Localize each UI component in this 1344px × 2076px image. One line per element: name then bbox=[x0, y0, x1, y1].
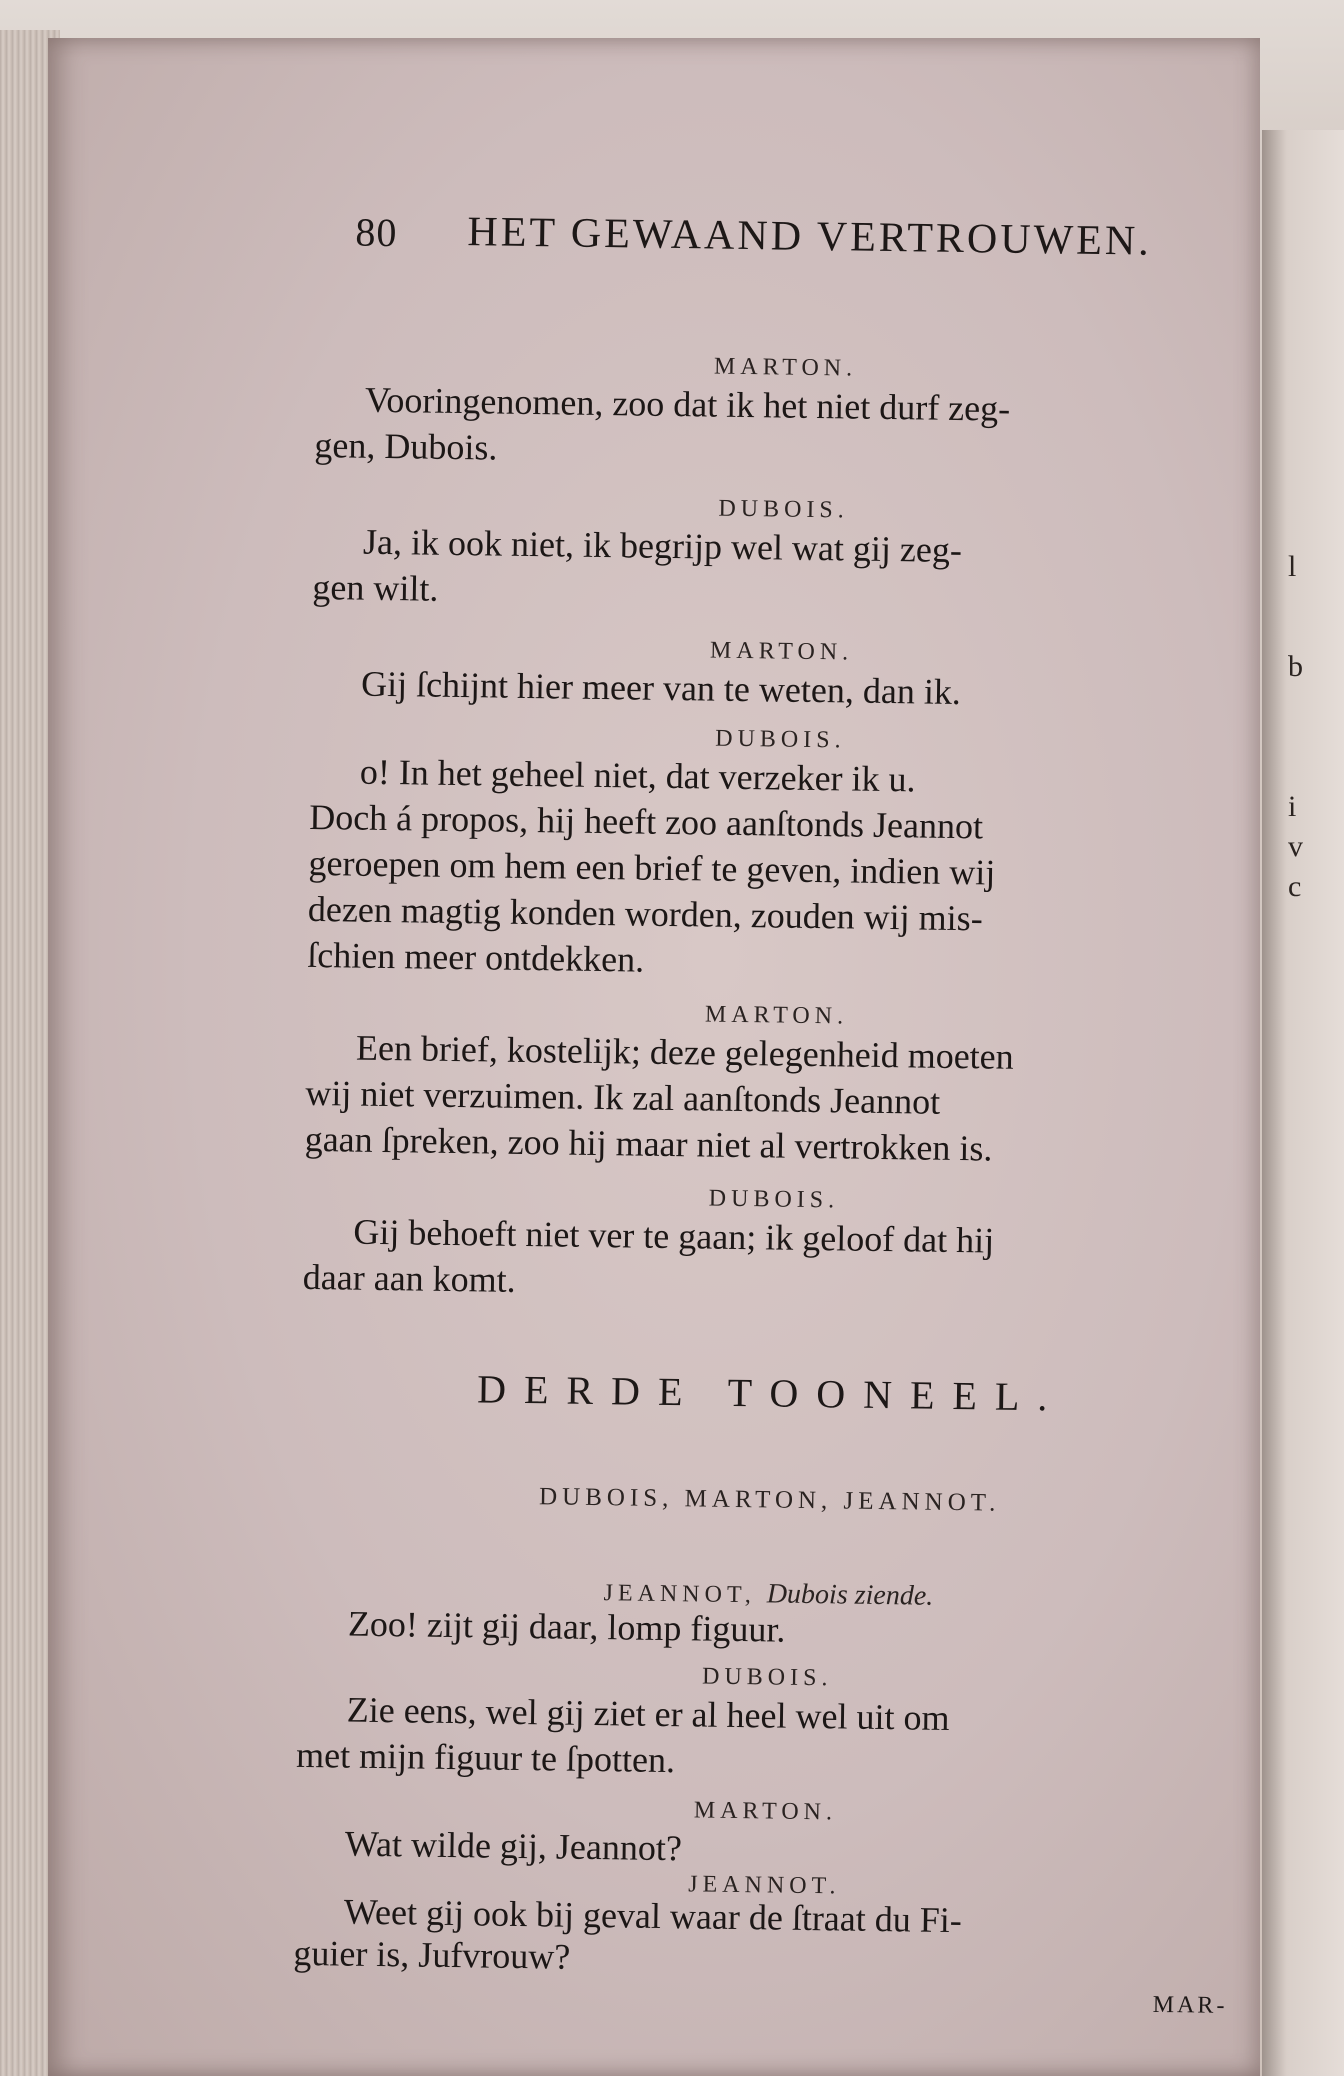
text-line: Zie eens, wel gij ziet er al heel wel uit om bbox=[346, 1689, 950, 1738]
text-line: gen, Dubois. bbox=[314, 424, 498, 468]
running-title: HET GEWAAND VERTROUWEN. bbox=[467, 209, 1153, 265]
text-line: Gij behoeft niet ver te gaan; ik geloof dat hij bbox=[353, 1211, 995, 1261]
text-line: Ja, ik ook niet, ik begrijp wel wat gij zeg- bbox=[362, 521, 963, 571]
speaker-name: DUBOIS. bbox=[718, 495, 849, 524]
speaker-name: MARTON. bbox=[713, 353, 858, 382]
speaker-name: MARTON. bbox=[704, 1001, 849, 1030]
scene-cast-list: DUBOIS, MARTON, JEANNOT. bbox=[538, 1483, 1001, 1517]
text-line: Weet gij ook bij geval waar de ſtraat du Fi- bbox=[343, 1891, 963, 1941]
text-line: gaan ſpreken, zoo hij maar niet al vertrokken is. bbox=[304, 1118, 993, 1169]
text-line: geroepen om hem een brief te geven, indien wij bbox=[308, 842, 996, 893]
page-number: 80 bbox=[355, 209, 398, 256]
speaker-name: DUBOIS. bbox=[701, 1663, 833, 1692]
facing-page-fragment: v bbox=[1288, 830, 1303, 863]
speaker-name: DUBOIS. bbox=[708, 1185, 840, 1214]
facing-page-fragment: i bbox=[1288, 790, 1297, 823]
facing-page-fragment: b bbox=[1288, 650, 1303, 683]
facing-page-fragment: l bbox=[1288, 550, 1297, 583]
speaker-name: JEANNOT. bbox=[688, 1871, 841, 1900]
text-line: Doch á propos, hij heeft zoo aanſtonds Jeannot bbox=[308, 796, 984, 847]
speaker-name: MARTON. bbox=[693, 1797, 838, 1826]
text-line: Vooringenomen, zoo dat ik het niet durf zeg- bbox=[364, 379, 1011, 429]
text-line: guier is, Jufvrouw? bbox=[293, 1932, 571, 1977]
text-line: daar aan komt. bbox=[302, 1256, 516, 1300]
text-line: o! In het geheel niet, dat verzeker ik u. bbox=[359, 751, 916, 800]
catchword: MAR- bbox=[1152, 1991, 1228, 2019]
text-line: gen wilt. bbox=[312, 566, 439, 609]
stage-direction: Dubois ziende. bbox=[766, 1578, 934, 1612]
text-line: Wat wilde gij, Jeannot? bbox=[344, 1823, 683, 1869]
text-line: met mijn figuur te ſpotten. bbox=[295, 1734, 676, 1781]
text-line: wij niet verzuimen. Ik zal aanſtonds Jeannot bbox=[305, 1072, 941, 1122]
text-line: ſchien meer ontdekken. bbox=[307, 934, 645, 980]
speaker-name-text: JEANNOT, bbox=[603, 1580, 756, 1609]
scene-heading: DERDE TOONEEL. bbox=[476, 1366, 1066, 1420]
page-text-block bbox=[293, 190, 1288, 2019]
text-line: Gij ſchijnt hier meer van te weten, dan ik. bbox=[360, 663, 962, 713]
text-line: Een brief, kostelijk; deze gelegenheid moeten bbox=[355, 1027, 1014, 1077]
text-line: Zoo! zijt gij daar, lomp figuur. bbox=[347, 1603, 786, 1650]
speaker-name: MARTON. bbox=[709, 637, 854, 666]
speaker-name: DUBOIS. bbox=[715, 725, 846, 754]
facing-page-fragment: c bbox=[1288, 870, 1302, 903]
running-head bbox=[317, 190, 1258, 273]
text-line: dezen magtig konden worden, zouden wij mis- bbox=[307, 888, 984, 939]
